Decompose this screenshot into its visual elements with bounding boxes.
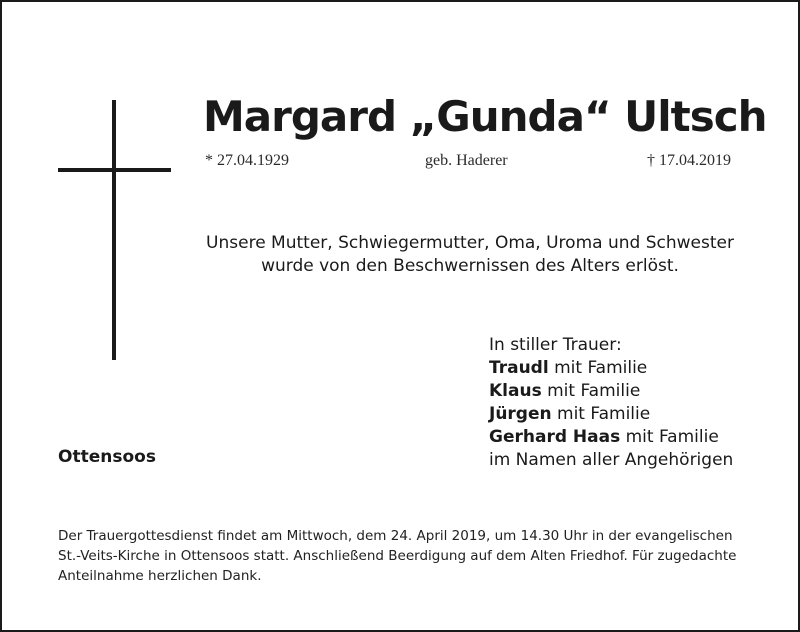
mourner-entry xyxy=(489,357,733,380)
place-name: Ottensoos xyxy=(58,447,156,467)
mourner-suffix: mit Familie xyxy=(541,381,641,401)
mourner-suffix: mit Familie xyxy=(548,358,648,378)
mourner-entry xyxy=(489,380,733,403)
maiden-name: geb. Haderer xyxy=(425,152,508,169)
mourner-suffix: mit Familie xyxy=(620,427,719,447)
cross-horizontal-bar xyxy=(58,168,171,172)
service-info-line: Der Trauergottesdienst findet am Mittwoch, dem 24. April 2019, um 14.30 Uhr in der evangelischen xyxy=(58,528,733,544)
intro-line: wurde von den Beschwernissen des Alters erlöst. xyxy=(261,256,679,276)
mourner-name: Gerhard Haas xyxy=(489,427,621,447)
mourners-heading: In stiller Trauer: xyxy=(489,335,622,355)
deceased-name: Margard „Gunda“ Ultsch xyxy=(203,92,767,141)
service-info-line: Anteilnahme herzlichen Dank. xyxy=(58,568,262,584)
mourners-block xyxy=(489,334,733,472)
mourner-entry xyxy=(489,403,733,426)
mourner-suffix: mit Familie xyxy=(551,404,651,424)
death-date: † 17.04.2019 xyxy=(647,152,731,169)
cross-vertical-bar xyxy=(112,100,116,360)
mourner-name: Jürgen xyxy=(489,404,552,424)
mourners-closing: im Namen aller Angehörigen xyxy=(489,450,734,470)
mourner-entry xyxy=(489,426,733,449)
service-info-line: St.-Veits-Kirche in Ottensoos statt. Anschließend Beerdigung auf dem Alten Friedhof. Für zugedachte xyxy=(58,548,737,564)
mourner-name: Klaus xyxy=(489,381,542,401)
service-info xyxy=(58,526,748,586)
intro-line: Unsere Mutter, Schwiegermutter, Oma, Uroma und Schwester xyxy=(206,233,734,253)
mourner-name: Traudl xyxy=(489,358,549,378)
birth-date: * 27.04.1929 xyxy=(205,152,289,169)
intro-text xyxy=(190,232,750,278)
